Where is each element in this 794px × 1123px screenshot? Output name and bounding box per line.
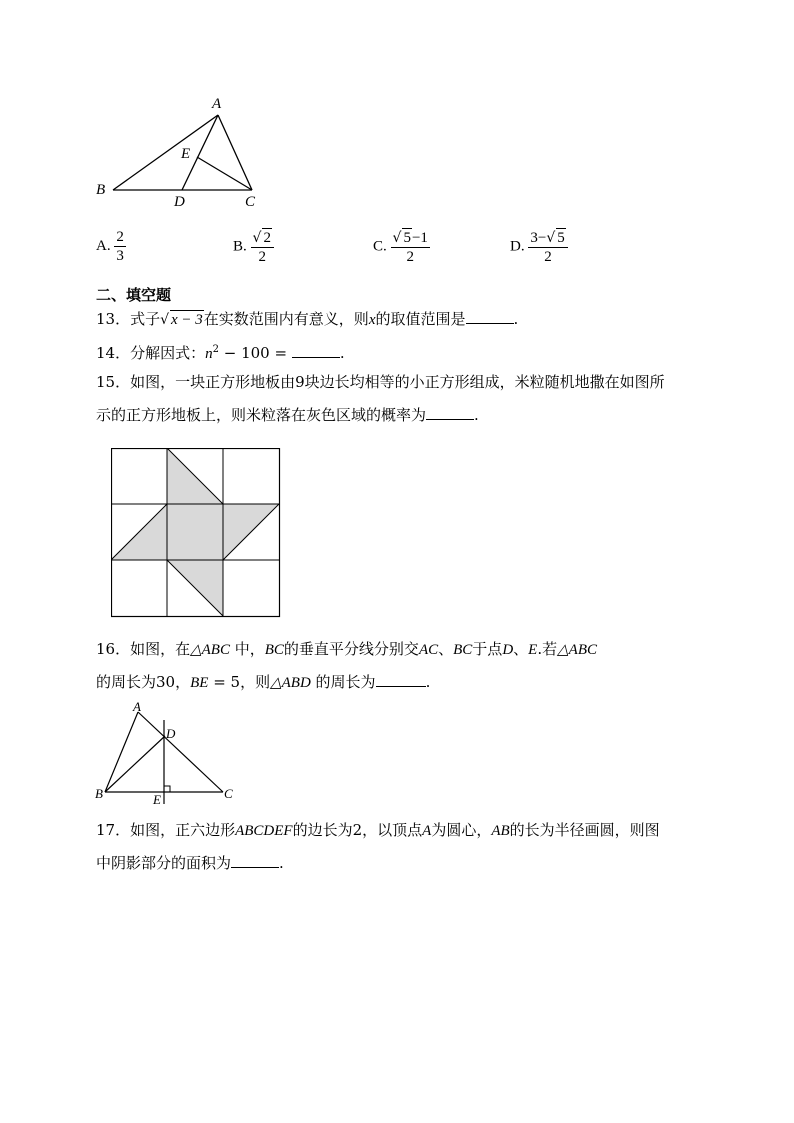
sqrt-icon: √ [546,230,556,246]
option-c-fraction [391,228,430,266]
option-a-fraction [114,228,126,265]
option-b-letter: B. [233,238,247,255]
fig16-label-b: B [95,786,103,801]
option-a-denominator: 3 [116,248,124,264]
question-14: 14．分解因式：$n^2 - 100$ = . [96,344,345,362]
question-16-line-2: 的周长为30，BE = 5，则△ABD 的周长为 . [96,673,431,691]
option-b[interactable] [233,228,274,266]
option-b-denominator: 2 [258,249,266,265]
answer-blank-16[interactable] [376,672,426,687]
shaded-region [111,448,279,616]
grid-figure [111,448,281,618]
option-d-fraction [528,228,567,266]
fig16-label-a: A [133,699,141,714]
question-13: 13．式子√ x − 3在实数范围内有意义，则x的取值范围是 . [96,310,519,328]
sqrt-icon: √ [160,312,170,328]
fig16-label-d: D [166,726,176,741]
triangle-figure-16 [95,700,245,810]
fig1-label-c: C [245,194,256,210]
sqrt-icon: √ [392,230,402,246]
option-d-numerator: 3−√ 5 [528,228,567,248]
option-a-letter: A. [96,237,111,254]
section-heading: 二、填空题 [96,286,172,304]
option-a-numerator: 2 [116,229,124,245]
option-b-fraction [251,228,274,266]
answer-blank-14[interactable] [292,343,340,358]
answer-blank-13[interactable] [466,309,514,324]
fig1-label-a: A [212,96,222,112]
fig1-label-d: D [174,194,185,210]
question-17-line-1: 17．如图，正六边形ABCDEF的边长为2，以顶点A为圆心，AB的长为半径画圆，则图 [96,821,660,839]
option-d[interactable] [510,228,568,266]
option-c-numerator: √ 5−1 [392,230,428,246]
question-15-line-1: 15．如图，一块正方形地板由9块边长均相等的小正方形组成，米粒随机地撒在如图所 [96,373,665,391]
option-b-numerator: √ 2 [251,228,274,248]
fig16-label-e: E [153,792,161,807]
question-17-line-2: 中阴影部分的面积为 . [96,854,284,872]
question-16-line-1: 16．如图，在△ABC 中，BC的垂直平分线分别交AC、BC于点D、E.若△ABC [96,640,597,658]
option-d-denominator: 2 [544,249,552,265]
answer-blank-17[interactable] [231,853,279,868]
fig16-label-c: C [224,786,233,801]
option-d-letter: D. [510,238,525,255]
answer-blank-15[interactable] [426,405,474,420]
option-c-denominator: 2 [406,249,414,265]
option-a[interactable] [96,228,126,265]
option-c[interactable] [373,228,430,266]
fig1-label-b: B [96,182,106,198]
fig1-label-e: E [181,146,191,162]
option-c-letter: C. [373,238,387,255]
sqrt-icon: √ [252,230,262,246]
question-15-line-2: 示的正方形地板上，则米粒落在灰色区域的概率为 . [96,406,479,424]
